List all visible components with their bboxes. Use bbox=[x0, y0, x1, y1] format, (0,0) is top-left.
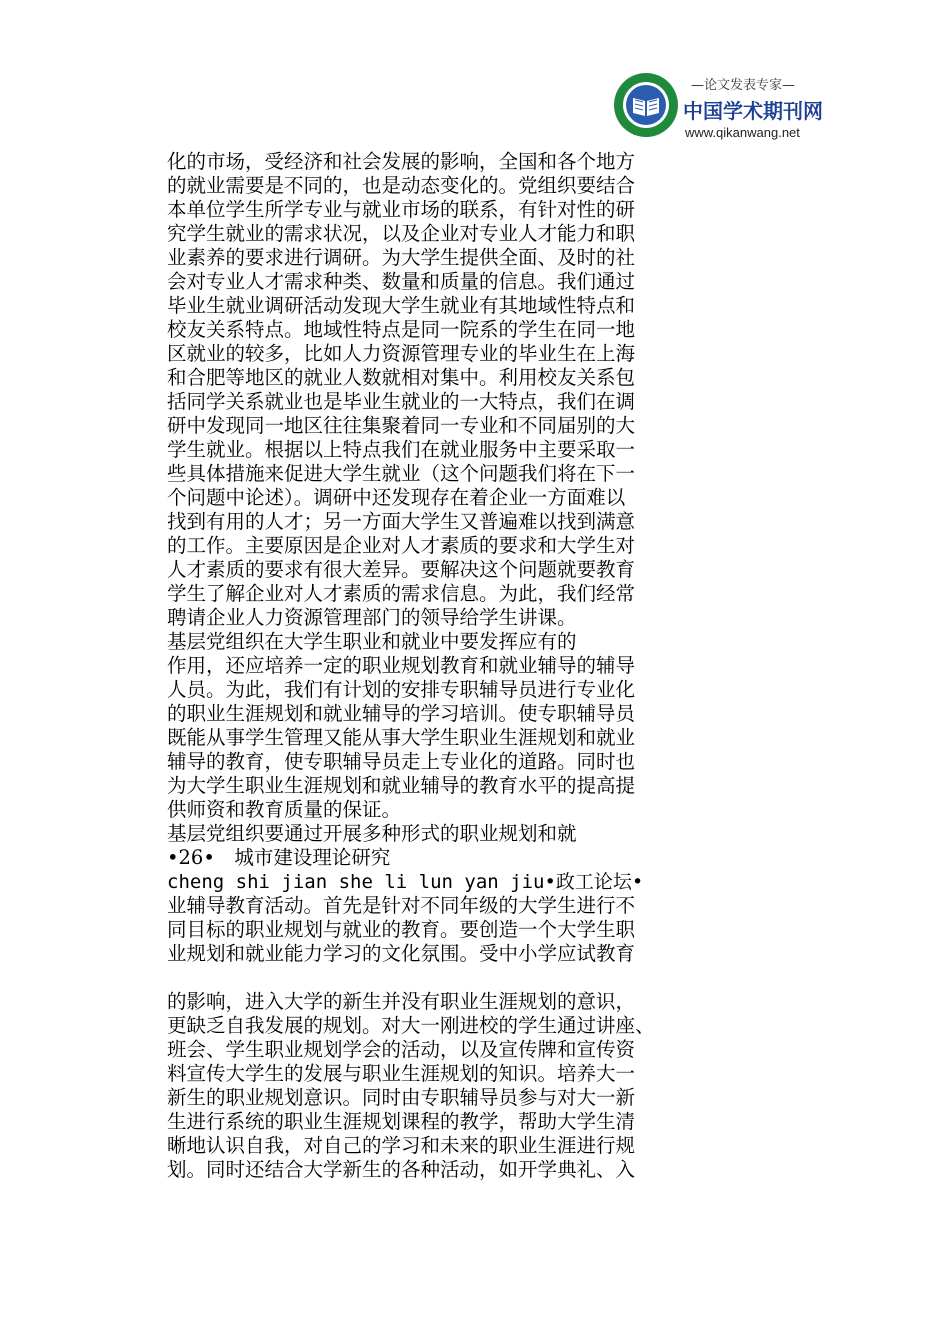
text-line: 学生了解企业对人才素质的需求信息。为此，我们经常 bbox=[167, 582, 636, 605]
text-line: 作用，还应培养一定的职业规划教育和就业辅导的辅导 bbox=[167, 654, 636, 677]
text-line: 晰地认识自我，对自己的学习和未来的职业生涯进行规 bbox=[167, 1134, 636, 1157]
text-line: 个问题中论述）。调研中还发现存在着企业一方面难以 bbox=[167, 486, 626, 509]
text-line: 同目标的职业规划与就业的教育。要创造一个大学生职 bbox=[167, 918, 636, 941]
publisher-slogan: —论文发表专家— bbox=[691, 78, 796, 93]
publisher-name: 中国学术期刊网 bbox=[683, 99, 823, 123]
text-line: 的工作。主要原因是企业对人才素质的要求和大学生对 bbox=[167, 534, 636, 557]
text-line: 新生的职业规划意识。同时由专职辅导员参与对大一新 bbox=[167, 1086, 636, 1109]
text-line: 业辅导教育活动。首先是针对不同年级的大学生进行不 bbox=[167, 894, 636, 917]
text-line: 班会、学生职业规划学会的活动，以及宣传牌和宣传资 bbox=[167, 1038, 636, 1061]
text-line: 为大学生职业生涯规划和就业辅导的教育水平的提高提 bbox=[167, 774, 636, 797]
text-line: 本单位学生所学专业与就业市场的联系，有针对性的研 bbox=[167, 198, 636, 221]
text-line: 料宣传大学生的发展与职业生涯规划的知识。培养大一 bbox=[167, 1062, 636, 1085]
text-line: 辅导的教育，使专职辅导员走上专业化的道路。同时也 bbox=[167, 750, 636, 773]
text-line: 基层党组织要通过开展多种形式的职业规划和就 bbox=[167, 822, 577, 845]
text-line: 会对专业人才需求种类、数量和质量的信息。我们通过 bbox=[167, 270, 636, 293]
text-line: 基层党组织在大学生职业和就业中要发挥应有的 bbox=[167, 630, 577, 653]
text-line: 业规划和就业能力学习的文化氛围。受中小学应试教育 bbox=[167, 942, 636, 965]
logo-emblem-icon bbox=[613, 72, 679, 138]
text-line: 校友关系特点。地域性特点是同一院系的学生在同一地 bbox=[167, 318, 636, 341]
text-line: 供师资和教育质量的保证。 bbox=[167, 798, 402, 821]
text-line: 毕业生就业调研活动发现大学生就业有其地域性特点和 bbox=[167, 294, 636, 317]
text-line: 究学生就业的需求状况，以及企业对专业人才能力和职 bbox=[167, 222, 636, 245]
text-line: 的职业生涯规划和就业辅导的学习培训。使专职辅导员 bbox=[167, 702, 636, 725]
text-line: 人才素质的要求有很大差异。要解决这个问题就要教育 bbox=[167, 558, 636, 581]
running-header: cheng shi jian she li lun yan jiu•政工论坛• bbox=[167, 871, 644, 893]
text-line: 聘请企业人力资源管理部门的领导给学生讲课。 bbox=[167, 606, 577, 629]
text-line: 括同学关系就业也是毕业生就业的一大特点，我们在调 bbox=[167, 390, 636, 413]
publisher-url[interactable]: www.qikanwang.net bbox=[685, 125, 800, 140]
text-line: 更缺乏自我发展的规划。对大一刚进校的学生通过讲座、 bbox=[167, 1014, 655, 1037]
text-line: 生进行系统的职业生涯规划课程的教学，帮助大学生清 bbox=[167, 1110, 636, 1133]
publisher-logo bbox=[613, 72, 823, 142]
text-line: 找到有用的人才；另一方面大学生又普遍难以找到满意 bbox=[167, 510, 636, 533]
text-line: 和合肥等地区的就业人数就相对集中。利用校友关系包 bbox=[167, 366, 636, 389]
text-line: 的就业需要是不同的，也是动态变化的。党组织要结合 bbox=[167, 174, 636, 197]
text-line: 区就业的较多，比如人力资源管理专业的毕业生在上海 bbox=[167, 342, 636, 365]
text-line: 的影响，进入大学的新生并没有职业生涯规划的意识， bbox=[167, 990, 636, 1013]
text-line: 业素养的要求进行调研。为大学生提供全面、及时的社 bbox=[167, 246, 636, 269]
text-line: 些具体措施来促进大学生就业（这个问题我们将在下一 bbox=[167, 462, 636, 485]
page-footer: •26• 城市建设理论研究 bbox=[167, 846, 391, 869]
text-line: 化的市场，受经济和社会发展的影响，全国和各个地方 bbox=[167, 150, 636, 173]
text-line: 划。同时还结合大学新生的各种活动，如开学典礼、入 bbox=[167, 1158, 636, 1181]
text-line: 学生就业。根据以上特点我们在就业服务中主要采取一 bbox=[167, 438, 636, 461]
text-line: 研中发现同一地区往往集聚着同一专业和不同届别的大 bbox=[167, 414, 636, 437]
text-line: 既能从事学生管理又能从事大学生职业生涯规划和就业 bbox=[167, 726, 636, 749]
text-line: 人员。为此，我们有计划的安排专职辅导员进行专业化 bbox=[167, 678, 636, 701]
